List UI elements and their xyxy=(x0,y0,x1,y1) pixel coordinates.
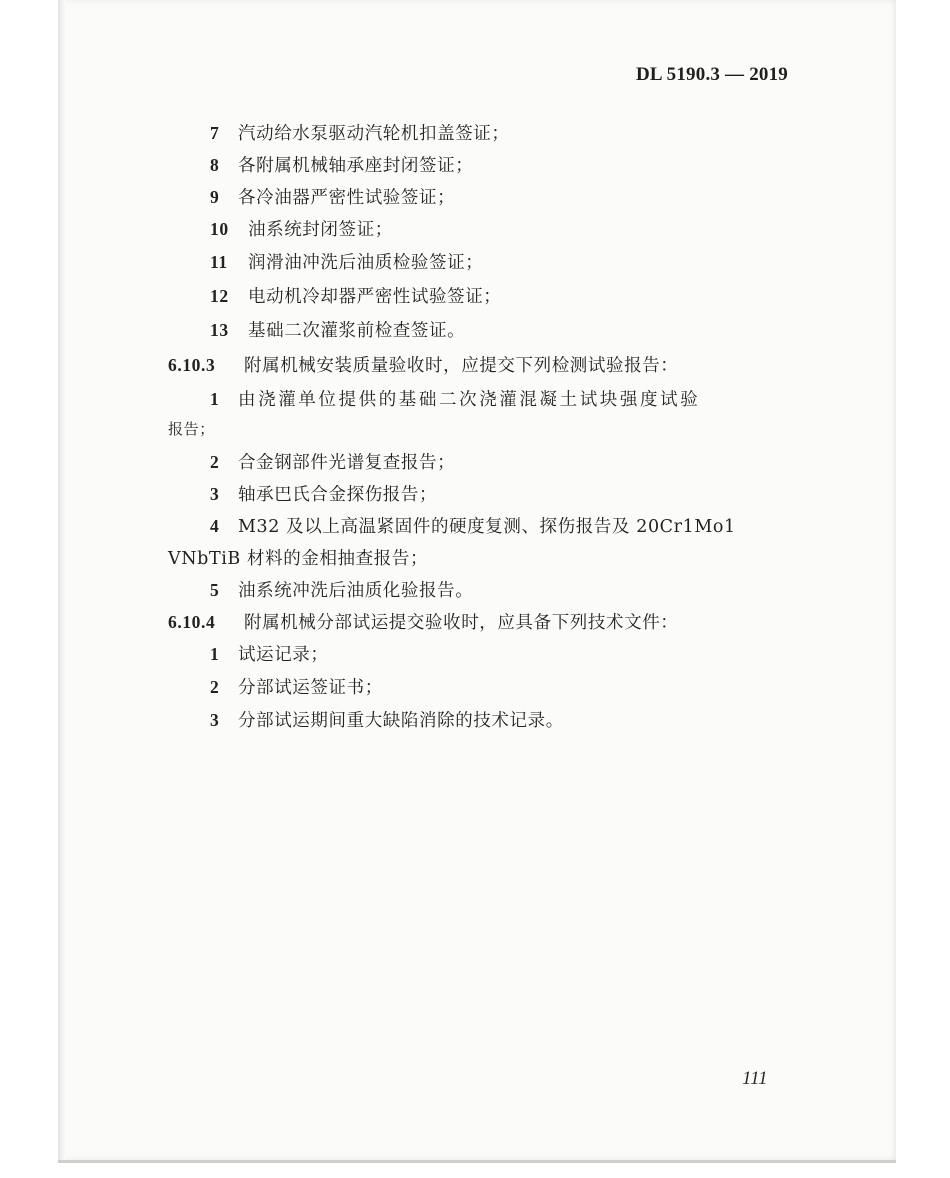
list-item xyxy=(210,641,329,666)
item-continuation: 报告； xyxy=(168,420,215,438)
item-number: 2 xyxy=(210,452,220,472)
item-number: 3 xyxy=(210,710,220,730)
item-continuation: VNbTiB 材料的金相抽查报告； xyxy=(168,549,429,569)
item-number: 10 xyxy=(210,219,229,239)
list-item xyxy=(210,317,465,342)
list-item xyxy=(210,386,700,411)
item-number: 4 xyxy=(210,516,220,536)
list-item xyxy=(210,249,483,274)
list-item xyxy=(210,707,564,732)
list-item xyxy=(210,449,455,474)
item-text: 分部试运签证书； xyxy=(238,678,383,698)
item-text: M32 及以上高温紧固件的硬度复测、探伤报告及 20Cr1Mo1 xyxy=(238,517,736,537)
item-number: 8 xyxy=(210,155,220,175)
clause-heading xyxy=(168,609,678,634)
list-item xyxy=(210,283,501,308)
item-number: 13 xyxy=(210,320,229,340)
page-edge-shadow xyxy=(58,0,66,1160)
clause-number: 6.10.3 xyxy=(168,355,216,375)
item-text: 轴承巴氏合金探伤报告； xyxy=(238,485,438,505)
item-number: 12 xyxy=(210,286,229,306)
page-number: 111 xyxy=(742,1068,768,1089)
clause-text: 附属机械安装质量验收时，应提交下列检测试验报告： xyxy=(244,356,679,376)
item-text: 分部试运期间重大缺陷消除的技术记录。 xyxy=(238,711,564,731)
item-number: 2 xyxy=(210,677,220,697)
item-text: 汽动给水泵驱动汽轮机扣盖签证； xyxy=(238,124,510,144)
list-item xyxy=(210,577,473,602)
item-text: 试运记录； xyxy=(238,645,329,665)
item-number: 3 xyxy=(210,484,220,504)
list-item xyxy=(210,184,455,209)
list-item xyxy=(210,513,736,538)
list-item xyxy=(210,216,393,241)
item-text: 各附属机械轴承座封闭签证； xyxy=(238,156,474,176)
clause-heading xyxy=(168,352,678,377)
list-item xyxy=(210,120,510,145)
item-text: 各冷油器严密性试验签证； xyxy=(238,188,456,208)
list-item xyxy=(210,481,437,506)
item-number: 5 xyxy=(210,580,220,600)
item-number: 1 xyxy=(210,644,220,664)
item-text: 润滑油冲洗后油质检验签证； xyxy=(248,253,484,273)
item-number: 9 xyxy=(210,187,220,207)
item-number: 1 xyxy=(210,389,222,409)
document-code-header: DL 5190.3 — 2019 xyxy=(635,64,788,85)
item-text: 合金钢部件光谱复查报告； xyxy=(238,453,456,473)
document-page xyxy=(58,0,896,1163)
item-text: 由浇灌单位提供的基础二次浇灌混凝土试块强度试验 xyxy=(238,390,701,410)
item-text: 油系统封闭签证； xyxy=(248,220,393,240)
list-item xyxy=(210,152,473,177)
item-text: 基础二次灌浆前检查签证。 xyxy=(248,321,466,341)
item-text: 电动机冷却器严密性试验签证； xyxy=(248,287,502,307)
list-item xyxy=(210,674,383,699)
item-number: 11 xyxy=(210,252,228,272)
item-number: 7 xyxy=(210,123,220,143)
clause-text: 附属机械分部试运提交验收时，应具备下列技术文件： xyxy=(244,613,679,633)
clause-number: 6.10.4 xyxy=(168,612,216,632)
item-text: 油系统冲洗后油质化验报告。 xyxy=(238,581,474,601)
